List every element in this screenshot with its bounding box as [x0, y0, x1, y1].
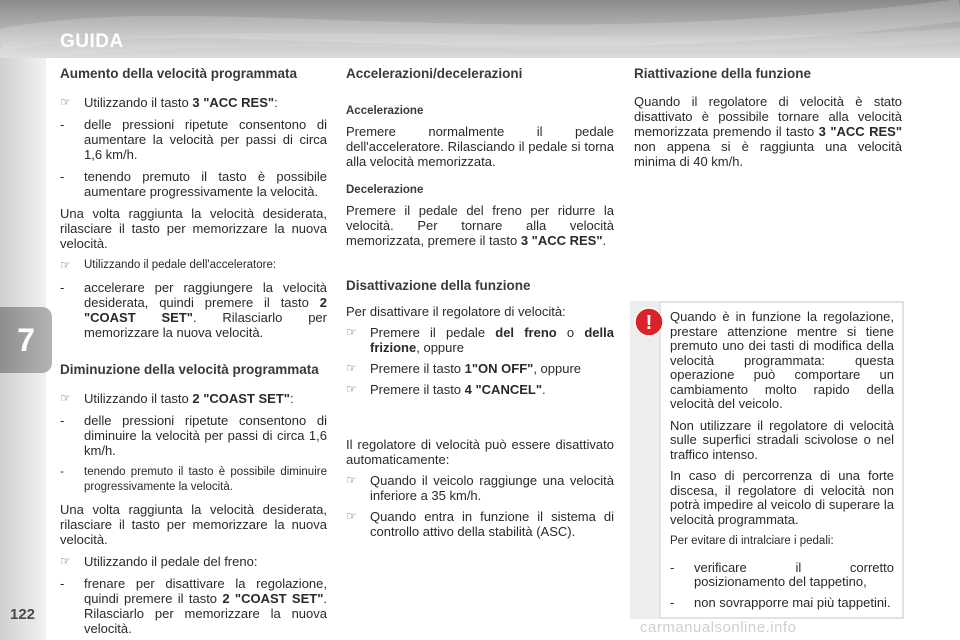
section-title-decrease-speed: Diminuzione della velocità programmata — [60, 362, 319, 377]
header-band — [0, 0, 960, 58]
list-item: - delle pressioni ripetute consentono di diminuire la velocità per passi di circa 1,6 km/h. — [60, 413, 327, 458]
page-number: 122 — [10, 606, 36, 623]
list-item: - accelerare per raggiungere la velocità desiderata, quindi premere il tasto 2 "COAST SET". Rilasciarlo per memorizzare la nuova velocità. — [60, 280, 327, 340]
list-item: - non sovrapporre mai più tappetini. — [670, 594, 891, 610]
column-2 — [346, 66, 614, 539]
list-item: ☞ Quando entra in funzione il sistema di controllo attivo della stabilità (ASC). — [346, 509, 614, 539]
paragraph: Premere il pedale del freno per ridurre la velocità. Per tornare alla velocità memorizzata, premere il tasto 3 "ACC RES". — [346, 203, 614, 248]
header-swirl-decoration — [0, 0, 960, 58]
pointing-hand-icon: ☞ — [60, 258, 71, 272]
svg-text:!: ! — [645, 312, 653, 334]
paragraph: Premere normalmente il pedale dell'acceleratore. Rilasciando il pedale si torna alla velocità memorizzata. — [346, 124, 614, 169]
paragraph: Non utilizzare il regolatore di velocità sulle superfici stradali scivolose o nel traffico intenso. — [670, 417, 894, 462]
pointing-hand-icon: ☞ — [346, 509, 357, 523]
watermark-text: carmanualsonline.info — [640, 619, 797, 636]
list-item: ☞ Utilizzando il tasto 2 "COAST SET": — [60, 391, 294, 406]
list-item: ☞ Utilizzando il tasto 3 "ACC RES": — [60, 95, 278, 110]
paragraph: In caso di percorrenza di una forte discesa, il regolatore di velocità non potrà impedire al veicolo di superare la velocità programmata. — [670, 468, 894, 527]
pointing-hand-icon: ☞ — [346, 325, 357, 339]
paragraph: Una volta raggiunta la velocità desiderata, rilasciare il tasto per memorizzare la nuova velocità. — [60, 502, 327, 547]
section-title-reactivation: Riattivazione della funzione — [634, 66, 812, 81]
list-item: - tenendo premuto il tasto è possibile aumentare progressivamente la velocità. — [60, 169, 327, 199]
section-title-acceleration: Accelerazioni/decelerazioni — [346, 66, 523, 81]
list-item: - verificare il corretto posizionamento del tappetino, — [670, 559, 894, 589]
pointing-hand-icon: ☞ — [346, 382, 357, 396]
pointing-hand-icon: ☞ — [346, 361, 357, 375]
chapter-tab — [0, 307, 52, 373]
column-3 — [634, 66, 902, 169]
paragraph: Per evitare di intralciare i pedali: — [670, 535, 834, 547]
section-title-increase-speed: Aumento della velocità programmata — [60, 66, 298, 81]
pointing-hand-icon: ☞ — [60, 554, 71, 568]
list-item: ☞ Premere il tasto 4 "CANCEL". — [346, 382, 546, 397]
chapter-number: 7 — [17, 321, 35, 358]
paragraph: Per disattivare il regolatore di velocità: — [346, 304, 566, 319]
paragraph: Una volta raggiunta la velocità desiderata, rilasciare il tasto per memorizzare la nuova velocità. — [60, 206, 327, 251]
paragraph: Quando è in funzione la regolazione, prestare attenzione mentre si tiene premuto uno dei tasti di modifica della velocità programmata: questa operazione può comportare un cambiamento molto rapido della velocità del veicolo. — [670, 309, 894, 411]
list-item: ☞ Premere il pedale del freno o della frizione, oppure — [346, 325, 614, 355]
warning-exclamation-icon — [634, 307, 664, 337]
list-item: - delle pressioni ripetute consentono di aumentare la velocità per passi di circa 1,6 km/h. — [60, 117, 327, 162]
pointing-hand-icon: ☞ — [346, 473, 357, 487]
pointing-hand-icon: ☞ — [60, 95, 71, 109]
list-item: ☞ Premere il tasto 1"ON OFF", oppure — [346, 361, 582, 376]
warning-text — [670, 310, 894, 610]
subheading-acceleration: Accelerazione — [346, 105, 424, 117]
list-item: ☞ Utilizzando il pedale del freno: — [60, 554, 258, 569]
column-1 — [60, 66, 327, 636]
paragraph: Quando il regolatore di velocità è stato disattivato è possibile tornare alla velocità memorizzata premendo il tasto 3 "ACC RES" non appena si è raggiunta una velocità minima di 40 km/h. — [634, 94, 902, 169]
section-title-deactivation: Disattivazione della funzione — [346, 278, 531, 293]
pointing-hand-icon: ☞ — [60, 391, 71, 405]
paragraph: Il regolatore di velocità può essere disattivato automaticamente: — [346, 437, 614, 467]
subheading-deceleration: Decelerazione — [346, 184, 424, 196]
list-item: - tenendo premuto il tasto è possibile diminuire progressivamente la velocità. — [60, 466, 327, 493]
page-title: GUIDA — [60, 31, 124, 52]
list-item: ☞ Quando il veicolo raggiunge una velocità inferiore a 35 km/h. — [346, 473, 614, 503]
list-item: - frenare per disattivare la regolazione, quindi premere il tasto 2 "COAST SET". Rilasciarlo per memorizzare la nuova velocità. — [60, 576, 327, 636]
list-item: ☞ Utilizzando il pedale dell'acceleratore: — [60, 258, 277, 272]
